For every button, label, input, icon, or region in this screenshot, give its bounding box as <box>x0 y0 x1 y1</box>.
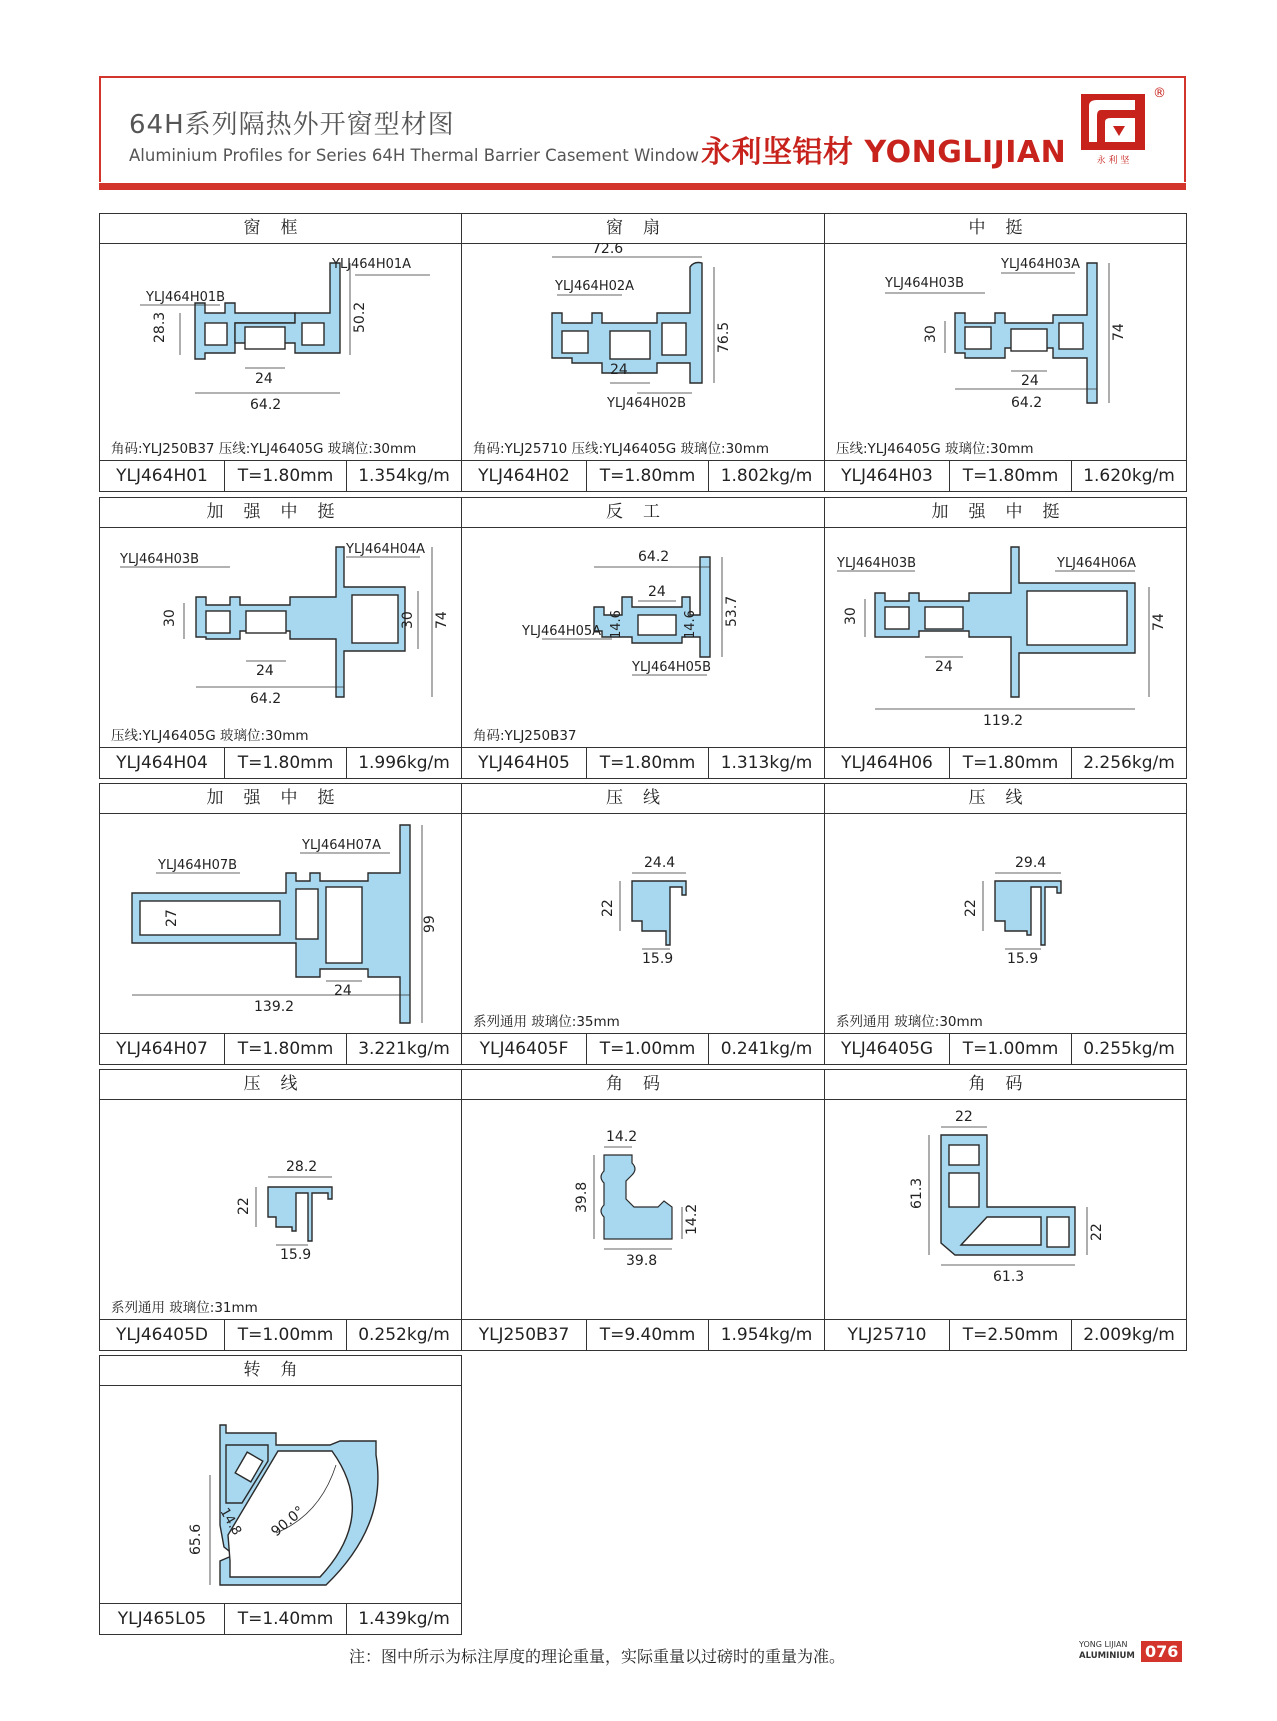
dimension-label: 24 <box>648 584 666 600</box>
footer-brand-line1: YONG LIJIAN <box>1079 1640 1128 1649</box>
profile-thickness: T=1.80mm <box>587 748 709 778</box>
spec-row <box>100 460 461 491</box>
title-chinese: 64H系列隔热外开窗型材图 <box>129 110 455 140</box>
profile-thickness: T=1.80mm <box>950 461 1072 491</box>
brand-logo-icon <box>1077 92 1149 168</box>
dimension-label: 30 <box>400 611 416 629</box>
profile-note: 系列通用 玻璃位:35mm <box>473 1014 620 1030</box>
dimension-label: 139.2 <box>254 999 295 1015</box>
profile-panel-250b37 <box>461 1069 825 1351</box>
dimension-label: 27 <box>164 909 180 927</box>
dimension-label: 29.4 <box>1015 855 1047 871</box>
profile-thickness: T=1.80mm <box>225 461 347 491</box>
dimension-label: 64.2 <box>250 691 282 707</box>
header-divider <box>99 183 1186 190</box>
dimension-label: 15.9 <box>642 951 674 967</box>
dimension-label: 53.7 <box>724 595 740 627</box>
part-label: YLJ464H03B <box>837 556 917 571</box>
dimension-label: 61.3 <box>993 1269 1025 1285</box>
panel-title: 加强中挺 <box>100 784 461 814</box>
profile-code: YLJ46405F <box>462 1034 587 1064</box>
profile-code: YLJ464H07 <box>100 1034 225 1064</box>
panel-title: 窗扇 <box>462 214 824 244</box>
brand-name: 永利坚铝材 YONGLIJIAN <box>701 135 1067 170</box>
registered-mark: ® <box>1153 86 1166 101</box>
dimension-label: 50.2 <box>352 301 368 333</box>
dimension-label: 64.2 <box>250 397 282 413</box>
profile-weight: 1.996kg/m <box>358 753 450 773</box>
panel-title: 压线 <box>825 784 1186 814</box>
spec-row <box>100 1319 461 1350</box>
profile-note: 压线:YLJ46405G 玻璃位:30mm <box>111 728 309 744</box>
profile-panel-46405d <box>99 1069 462 1351</box>
dimension-label: 64.2 <box>638 549 670 565</box>
profile-weight: 1.354kg/m <box>358 466 450 486</box>
part-label: YLJ464H07A <box>302 838 382 853</box>
profile-thickness: T=1.00mm <box>225 1320 347 1350</box>
profile-weight: 0.241kg/m <box>720 1039 813 1059</box>
dimension-label: 14.6 <box>609 610 624 639</box>
dimension-label: 64.2 <box>1011 395 1043 411</box>
spec-row <box>462 460 824 491</box>
dimension-label: 24 <box>256 663 274 679</box>
page-header <box>99 76 1186 182</box>
dimension-label: 61.3 <box>909 1177 925 1209</box>
profile-code: YLJ464H03 <box>825 461 950 491</box>
dimension-label: 22 <box>963 899 979 917</box>
part-label: YLJ464H03A <box>1001 257 1081 272</box>
dimension-label: 14.8 <box>216 1505 245 1539</box>
dimension-label: 30 <box>843 607 859 625</box>
dimension-label: 65.6 <box>188 1523 204 1555</box>
dimension-label: 14.2 <box>684 1203 700 1235</box>
dimension-label: 90.0° <box>268 1503 308 1541</box>
profile-drawing-l05 <box>100 1385 460 1605</box>
dimension-label: 30 <box>162 609 178 627</box>
profile-drawing-46405f <box>462 813 822 1035</box>
page-number: 076 <box>1141 1641 1182 1662</box>
panel-title: 加强中挺 <box>825 498 1186 528</box>
profile-thickness: T=1.00mm <box>587 1034 709 1064</box>
dimension-label: 22 <box>236 1197 252 1215</box>
panel-title: 窗框 <box>100 214 461 244</box>
part-label: YLJ464H01A <box>332 257 412 272</box>
profile-panel-l05 <box>99 1355 462 1635</box>
panel-title: 反工 <box>462 498 824 528</box>
dimension-label: 119.2 <box>983 713 1024 729</box>
profile-note: 系列通用 玻璃位:31mm <box>111 1300 258 1316</box>
part-label: YLJ464H03B <box>885 276 965 291</box>
profile-drawing-h07 <box>100 813 460 1035</box>
profile-weight: 0.255kg/m <box>1083 1039 1175 1059</box>
dimension-label: 14.2 <box>606 1129 638 1145</box>
profile-thickness: T=1.00mm <box>950 1034 1072 1064</box>
panel-title: 中挺 <box>825 214 1186 244</box>
dimension-label: 39.8 <box>574 1181 590 1213</box>
part-label: YLJ464H03B <box>120 552 200 567</box>
dimension-label: 22 <box>600 899 616 917</box>
profile-code: YLJ464H01 <box>100 461 225 491</box>
dimension-label: 24 <box>1021 373 1039 389</box>
profile-weight: 1.954kg/m <box>720 1325 813 1345</box>
dimension-label: 39.8 <box>626 1253 658 1269</box>
profile-code: YLJ464H06 <box>825 748 950 778</box>
profile-drawing-h03 <box>825 243 1185 463</box>
profile-code: YLJ25710 <box>825 1320 950 1350</box>
spec-row <box>825 1033 1186 1064</box>
panel-title: 角码 <box>825 1070 1186 1100</box>
profile-weight: 2.256kg/m <box>1083 753 1175 773</box>
profile-weight: 1.802kg/m <box>720 466 813 486</box>
dimension-label: 24 <box>334 983 352 999</box>
spec-row <box>462 1319 824 1350</box>
profile-code: YLJ46405G <box>825 1034 950 1064</box>
profile-panel-46405f <box>461 783 825 1065</box>
dimension-label: 14.6 <box>683 610 698 639</box>
spec-row <box>825 460 1186 491</box>
spec-row <box>462 1033 824 1064</box>
profile-thickness: T=1.80mm <box>950 748 1072 778</box>
dimension-label: 15.9 <box>1007 951 1039 967</box>
profile-weight: 2.009kg/m <box>1083 1325 1175 1345</box>
dimension-label: 24 <box>935 659 953 675</box>
dimension-label: 74 <box>434 611 450 629</box>
spec-row <box>462 747 824 778</box>
dimension-label: 24 <box>255 371 273 387</box>
profile-drawing-250b37 <box>462 1099 822 1321</box>
profile-drawing-h01 <box>100 243 460 463</box>
spec-row <box>100 747 461 778</box>
profile-thickness: T=1.80mm <box>225 1034 347 1064</box>
profile-note: 压线:YLJ46405G 玻璃位:30mm <box>836 441 1034 457</box>
profile-thickness: T=1.80mm <box>225 748 347 778</box>
profile-panel-h05 <box>461 497 825 779</box>
profile-code: YLJ464H02 <box>462 461 587 491</box>
part-label: YLJ464H01B <box>146 290 226 305</box>
title-english: Aluminium Profiles for Series 64H Thermal Barrier Casement Window <box>129 146 700 165</box>
profile-weight: 1.313kg/m <box>720 753 813 773</box>
panel-title: 转角 <box>100 1356 461 1386</box>
profile-weight: 3.221kg/m <box>358 1039 450 1059</box>
part-label: YLJ464H06A <box>1057 556 1137 571</box>
dimension-label: 28.3 <box>152 311 168 343</box>
profile-weight: 1.439kg/m <box>358 1609 450 1629</box>
dimension-label: 22 <box>955 1109 973 1125</box>
profile-drawing-h06 <box>825 527 1185 749</box>
dimension-label: 74 <box>1111 323 1127 341</box>
profile-thickness: T=2.50mm <box>950 1320 1072 1350</box>
profile-thickness: T=9.40mm <box>587 1320 709 1350</box>
profile-note: 角码:YLJ250B37 <box>473 728 577 744</box>
panel-title: 压线 <box>462 784 824 814</box>
profile-code: YLJ464H04 <box>100 748 225 778</box>
profile-panel-h03 <box>824 213 1187 492</box>
spec-row <box>100 1033 461 1064</box>
panel-title: 加强中挺 <box>100 498 461 528</box>
profile-panel-h07 <box>99 783 462 1065</box>
dimension-label: 15.9 <box>280 1247 312 1263</box>
profile-drawing-h02 <box>462 243 822 463</box>
profile-note: 角码:YLJ250B37 压线:YLJ46405G 玻璃位:30mm <box>111 441 417 457</box>
part-label: YLJ464H05B <box>632 660 712 675</box>
part-label: YLJ464H04A <box>346 542 426 557</box>
part-label: YLJ464H02A <box>555 279 635 294</box>
dimension-label: 30 <box>923 325 939 343</box>
profile-thickness: T=1.80mm <box>587 461 709 491</box>
profile-note: 系列通用 玻璃位:30mm <box>836 1014 983 1030</box>
profile-code: YLJ464H05 <box>462 748 587 778</box>
dimension-label: 74 <box>1151 613 1167 631</box>
spec-row <box>825 1319 1186 1350</box>
profile-panel-h01 <box>99 213 462 492</box>
profile-weight: 1.620kg/m <box>1083 466 1175 486</box>
logo-caption: 永 利 坚 <box>1096 156 1130 166</box>
profile-drawing-25710 <box>825 1099 1185 1321</box>
profile-panel-46405g <box>824 783 1187 1065</box>
spec-row <box>825 747 1186 778</box>
footer-note: 注：图中所示为标注厚度的理论重量，实际重量以过磅时的重量为准。 <box>349 1647 846 1666</box>
part-label: YLJ464H05A <box>522 624 602 639</box>
spec-row <box>100 1603 461 1634</box>
profile-panel-h06 <box>824 497 1187 779</box>
profile-code: YLJ250B37 <box>462 1320 587 1350</box>
profile-panel-25710 <box>824 1069 1187 1351</box>
profile-panel-h04 <box>99 497 462 779</box>
profile-drawing-46405g <box>825 813 1185 1035</box>
part-label: YLJ464H07B <box>158 858 238 873</box>
dimension-label: 72.6 <box>592 243 624 257</box>
profile-drawing-h05 <box>462 527 822 749</box>
profile-code: YLJ465L05 <box>100 1604 225 1634</box>
profile-panel-h02 <box>461 213 825 492</box>
profile-note: 角码:YLJ25710 压线:YLJ46405G 玻璃位:30mm <box>473 441 770 457</box>
profile-thickness: T=1.40mm <box>225 1604 347 1634</box>
dimension-label: 24.4 <box>644 855 676 871</box>
profile-weight: 0.252kg/m <box>358 1325 450 1345</box>
dimension-label: 22 <box>1089 1223 1105 1241</box>
panel-title: 压线 <box>100 1070 461 1100</box>
dimension-label: 24 <box>610 362 628 378</box>
profile-drawing-h04 <box>100 527 460 749</box>
panel-title: 角码 <box>462 1070 824 1100</box>
dimension-label: 76.5 <box>716 321 732 353</box>
part-label: YLJ464H02B <box>607 396 687 411</box>
profile-drawing-46405d <box>100 1099 460 1321</box>
dimension-label: 28.2 <box>286 1159 318 1175</box>
profile-code: YLJ46405D <box>100 1320 225 1350</box>
footer-brand-line2: ALUMINIUM <box>1079 1651 1135 1661</box>
dimension-label: 99 <box>422 915 438 933</box>
